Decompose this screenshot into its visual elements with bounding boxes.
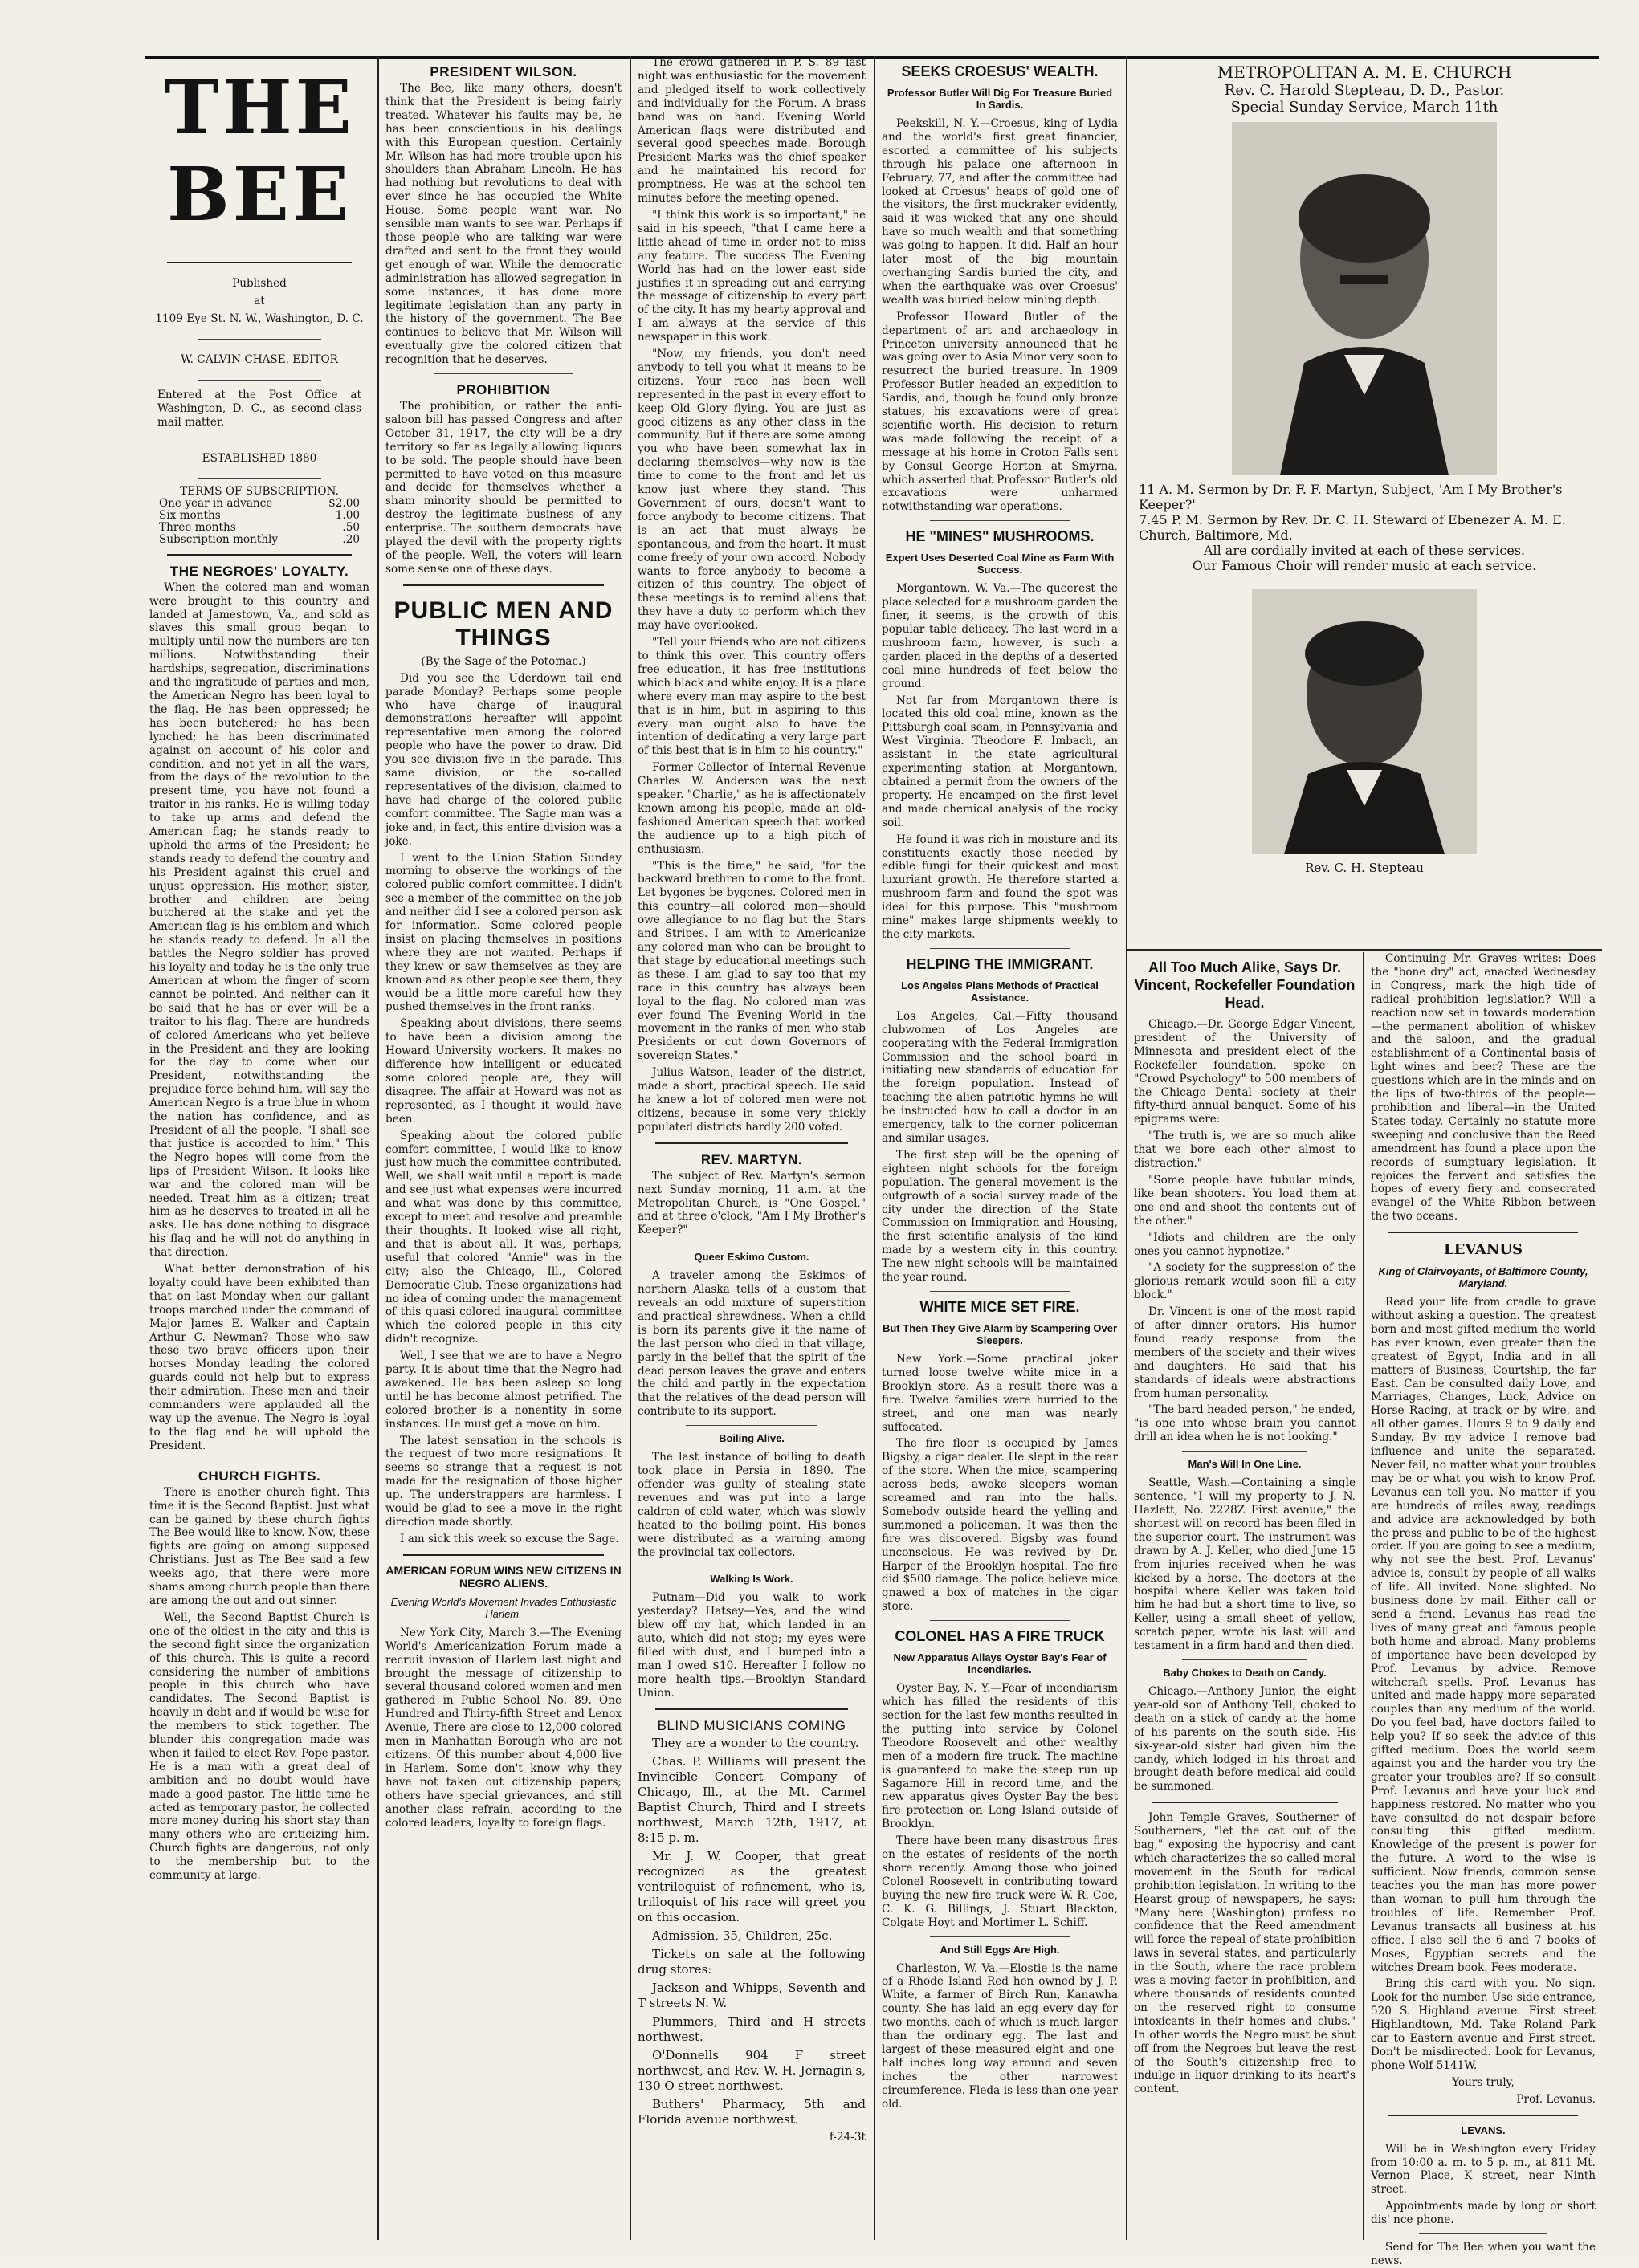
article-forum-body: New York City, March 3.—The Evening World's Americanization Forum made a recruit invasion of Harlem last night and brought the message of citizenship to several thousand colored women and men gathered in Public School No. 89. One Hundred and Thirty-fifth Street and Lenox Avenue, There are close to 12,000 colored men in Manhattan Borough who are not citizens. Of this number about 4,000 live in Harlem. Some don't know why they have not taken out citizenship papers; others have special grievances, and still another class refrain, according to the colored leaders, loyalty to foreign flags.	[385, 1626, 622, 1830]
article-levans-body2: Appointments made by long or short dis' nce phone.	[1371, 2200, 1596, 2227]
divider	[198, 380, 321, 381]
subhead-levanus: King of Clairvoyants, of Baltimore County, Maryland.	[1378, 1265, 1588, 1290]
entered-notice: Entered at the Post Office at Washington, D. C., as second-class mail matter.	[157, 389, 361, 429]
footer-note: Send for The Bee when you want the news.	[1371, 2241, 1596, 2267]
publication-info	[149, 275, 369, 328]
subhead-mushrooms: Expert Uses Deserted Coal Mine as Farm With Success.	[885, 552, 1115, 576]
established: ESTABLISHED 1880	[202, 451, 317, 465]
subhead-immigrant: Los Angeles Plans Methods of Practical Assistance.	[901, 979, 1099, 1004]
headline-colonel: COLONEL HAS A FIRE TRUCK	[895, 1628, 1105, 1645]
section-rule	[1126, 949, 1602, 951]
blind-para: Jackson and Whipps, Seventh and T streets N. W.	[638, 1980, 866, 2010]
divider	[434, 373, 573, 374]
headline-wilson: PRESIDENT WILSON.	[430, 64, 577, 79]
headline-mushrooms: HE "MINES" MUSHROOMS.	[905, 528, 1095, 545]
sermon-1: 11 A. M. Sermon by Dr. F. F. Martyn, Subject, 'Am I My Brother's Keeper?'	[1139, 482, 1563, 512]
church-title: METROPOLITAN A. M. E. CHURCH	[1217, 63, 1512, 82]
article-colonel-body: Oyster Bay, N. Y.—Fear of incendiarism which has filled the residents of this section for the last few months resulted in the putting into service by Colonel Theodore Roosevelt and other wealthy men of a modern fire truck. The machine is guaranteed to make the steep run up Sagamore Hill in record time, and the new apparatus gives Oyster Bay the best fire protection on Long Island outside of Brooklyn.	[882, 1682, 1118, 1831]
column-4	[875, 56, 1124, 2240]
blind-para: Admission, 35, Children, 25c.	[652, 1928, 833, 1943]
public-men-para: Speaking about divisions, there seems to have been a division among the Howard University workers. It makes no difference how intelligent or educated some colored people are, they will disagree. The affair at Howard was not as represented, as I thought it would have been.	[385, 1017, 622, 1126]
article-mice-body2: The fire floor is occupied by James Bigsby, a cigar dealer. He slept in the rear of the store. When the mice, scampering across beds, awoke sleepers woman screamed and ran into the halls. Somebody outside heard the yelling and summoned a policeman. It was then the fire was discovered. Bigsby was found unconscious. He was revived by Dr. Harper of the Brooklyn hospital. The fire did $500 damage. The police believe mice gnawed a box of matches in the cigar store.	[882, 1437, 1118, 1614]
article-eggs-body: Charleston, W. Va.—Elostie is the name of a Rhode Island Red hen owned by J. P. White, a farmer of Birch Run, Kanawha county. She has laid an egg every day for two months, each of which is much larger than the ordinary egg. The last and largest of these measured eight and one-half inches long way around and seven inches the other narrowest circumference. Fleda is less than one year old.	[882, 1961, 1118, 2111]
blind-para: Plummers, Third and H streets northwest.	[638, 2014, 866, 2044]
vincent-para: Chicago.—Dr. George Edgar Vincent, president of the University of Minnesota and president elect of the Rockefeller foundation, spoke on "Crowd Psychology" to 500 members of the Chicago Dental society at their fifty-third annual banquet. Some of his epigrams were:	[1134, 1018, 1356, 1126]
subhead-colonel: New Apparatus Allays Oyster Bay's Fear of Incendiaries.	[893, 1651, 1107, 1676]
article-mushrooms-body3: He found it was rich in moisture and its constituents exactly those needed by edible fungi for their quickest and most luxuriant growth. He therefore started a mushroom farm and found the spot was ideal for this purpose. This "mushroom mine" makes large shipments weekly to the city markets.	[882, 833, 1118, 941]
article-prohibition-body: The prohibition, or rather the anti-saloon bill has passed Congress and after October 31, 1917, the city will be a dry territory so far as legally allowing liquors to be sold. The people should have been permitted to have voted on this measure and decide for themselves whether a sham minority should be permitted to destroy the legitimate business of any enterprise. The southern democrats have played the devil with the property rights of the people. Well, the voters will learn some sense one of these days.	[385, 400, 622, 576]
divider	[655, 1708, 848, 1710]
article-croesus-body: Peekskill, N. Y.—Croesus, king of Lydia and the world's first great financier, escorted a committee of his subjects through his palace one afternoon in February, 77, and after the committee had looked at Croesus' heaps of gold one of the visitors, the first muckraker evidently, said it was wicked that any one should have so much wealth and that something was going to happen. It did. Half an hour later most of the big mountain overhanging Sardis buried the city, and when the earthquake was over Croesus' wealth was buried below mining depth.	[882, 117, 1118, 307]
headline-eskimo: Queer Eskimo Custom.	[694, 1251, 809, 1264]
divider	[930, 1620, 1070, 1621]
divider	[1388, 2115, 1578, 2116]
address: 1109 Eye St. N. W., Washington, D. C.	[155, 312, 364, 325]
divider	[198, 478, 321, 479]
portrait-photo	[1232, 122, 1497, 475]
headline-immigrant: HELPING THE IMMIGRANT.	[906, 955, 1094, 972]
divider	[1182, 1451, 1307, 1452]
article-wilson-body: The Bee, like many others, doesn't think that the President is being fairly treated. Whatever his faults may be, he has been conscientious in his dealings with this European question. Certainly Mr. Wilson has had more trouble upon his shoulders than Abraham Lincoln. He has had nothing but revolutions to deal with ever since he has occupied the White House. Some people want war. No sensible man wants to see war. Perhaps if those people who are talking war were drafted and sent to the front they would get enough of war. While the democratic administration has allowed segregation in some instances, it has done more legitimate legislation than any party in the history of the government. The Bee continues to believe that Mr. Wilson will eventually give the colored citizen that recognition that he deserves.	[385, 82, 622, 367]
church-choir: Our Famous Choir will render music at each service.	[1192, 558, 1537, 573]
headline-eggs: And Still Eggs Are High.	[940, 1943, 1060, 1956]
blind-para: They are a wonder to the country.	[652, 1735, 859, 1750]
terms-row: Six months 1.00	[159, 508, 360, 522]
article-martyn-body: The subject of Rev. Martyn's sermon next Sunday morning, 11 a.m. at the Metropolitan Church, is "One Gospel," and at three o'clock, "Am I My Brother's Keeper?"	[638, 1169, 866, 1237]
headline-loyalty: THE NEGROES' LOYALTY.	[169, 563, 349, 579]
divider	[403, 584, 604, 586]
headline-mice: WHITE MICE SET FIRE.	[919, 1298, 1080, 1315]
public-men-para: Well, I see that we are to have a Negro party. It is about time that the Negro had awakened. He has been asleep so long until he has become almost petrified. The colored brother is a nonentity in some instances. He must get a move on him.	[385, 1350, 622, 1431]
byline: (By the Sage of the Potomac.)	[421, 654, 586, 668]
article-colonel-body2: There have been many disastrous fires on the estates of residents of the north shore recently. Among those who joined Colonel Roosevelt in contributing toward buying the new fire truck were W. R. Coe, C. K. G. Billings, J. Stuart Blackton, Colgate Hoyt and Mortimer L. Schiff.	[882, 1834, 1118, 1929]
blind-para: Chas. P. Williams will present the Invincible Concert Company of Chicago, Ill., at the Mt. Carmel Baptist Church, Third and I streets northwest, March 12th, 1917, at 8:15 p. m.	[638, 1753, 866, 1845]
column-5	[1127, 952, 1362, 2240]
public-men-para: Speaking about the colored public comfort committee, I would like to know just how much the committee contributed. Well, we shall wait until a report is made and see just what expenses were incurred and what was done by this committee, except to meet and resolve and preamble their thoughts. It looked wise all right, and that is about all. It was, perhaps, useful that colored "Annie" was in the city; also the Chicago, Ill., Colored Democratic Club. These organizations had no idea of coming under the management of this quasi colored inaugural committee which the colored people in this city didn't recognize.	[385, 1129, 622, 1346]
headline-vincent: All Too Much Alike, Says Dr. Vincent, Rockefeller Foundation Head.	[1134, 959, 1356, 1011]
article-mushrooms-body2: Not far from Morgantown there is located this old coal mine, known as the Pittsburgh coal seam, in Pennsylvania and West Virginia. Theodore F. Imbach, an assistant in the state agricultural experimenting station at Morgantown, obtained a permit from the owners of the property. He encamped on the first level and made chemical analysis of the rocky soil.	[882, 694, 1118, 829]
headline-levanus: LEVANUS	[1443, 1241, 1523, 1259]
metropolitan-block	[1127, 56, 1601, 947]
article-levans-body: Will be in Washington every Friday from 10:00 a. m. to 5 p. m., at 811 Mt. Vernon Place, K street, near Ninth street.	[1371, 2142, 1596, 2197]
article-loyalty-body: When the colored man and woman were brought to this country and landed at Jamestown, Va., and sold as slaves this small group began to multiply until now the numbers are ten millions. Notwithstanding their hardships, segregation, discriminations and the ingratitude of parties and men, the American Negro has been loyal to the flag. He has been oppressed; he has been butchered; he has been lynched; he has been discriminated against on account of his color and condition, and not yet in all the wars, from the days of the revolution to the present time, you have not found a traitor in his ranks. He is willing today to take up arms and defend the American flag; he stands ready to uphold the arms of the President; he stands ready to defend the country and his President against this cruel and unjust oppression. His mother, sister, brother and children are being butchered at the stake and yet the American flag is his emblem and which he stands ready to defend. In all the battles the Negro soldier has proved his loyalty and today he is the only true American at whom the finger of scorn cannot be pointed. And neither can it be said that he has or ever will be a traitor to his flag. There are hundreds of colored Americans who yet believe in the President and they are looking for the day to come when our President, notwithstanding the prejudice force behind him, will say the American Negro is a true blue in whom the nation has confidence, and as President of all the people, "I shall see that justice is accorded to him." This the Negro hopes will come from the lips of President Wilson. It looks like war and the colored man will be needed. Treat him as a citizen; treat him as he deserves to treated in all he asks. He has done nothing to disgrace his flag and he will not do anything in that direction.	[149, 580, 369, 1260]
article-levanus-body: Read your life from cradle to grave without asking a question. The greatest born and most gifted medium the world has ever known, even greater than the greatest of Egypt, India and in all matters of Business, Courtship, the far East. Can be consulted daily Love, and Marriages, Changes, Luck, Advice on Horse Racing, at track or by wire, and all other games. Hours 9 to 9 daily and Sunday. By my advice I remove bad influence and unite the separated. Never fail, no matter what your troubles may be or what you wish to know Prof. Levanus can tell you. No matter if you are hundreds of miles away, readings and advice are acknowledged by both the press and public to be of the highest order. If you are going to see a medium, why not see the best. Prof. Levanus' advice is, consult by people of all walks of life. All invited. None slighted. No business done by mail. Either call or send a friend. Levanus has read the lives of many great and famous people both home and abroad. Many problems of importance have been developed by Prof. Levanus by advice. Remove witchcraft spells. Prof. Levanus has united and made happy more separated couples than any medium of the world. Do you feel bad, have doctors failed to help you? If so seek the advice of this gifted medium. Does the world seem against you and the harder you try the greater your troubles are? If so consult Prof. Levanus and have your luck and happiness restored. No matter who you have consulted do not despair before consulting this gifted medium. Knowledge of the present is power for the future. A word to the wise is sufficient. Now friends, common sense teaches you the man has more power than woman to pull him through the troubles of life. Remember Prof. Levanus transacts all business at his office. I also sell the 6 and 7 books of Moses, Egyptian secrets and the witches Dream book. Fees moderate.	[1371, 1296, 1596, 1974]
headline-public-men: PUBLIC MEN AND THINGS	[393, 597, 614, 651]
forum-para: "Tell your friends who are not citizens to think this over. This country offers free education, it has free institutions which black and white enjoy. It is a place where every man may aspire to the best that is in him, but in aspiring to this every man ought also to have the intention of dedicating a very large part of this best that is in him to his country."	[638, 636, 866, 758]
terms-title: TERMS OF SUBSCRIPTION.	[180, 484, 339, 498]
levanus-sign-1: Yours truly,	[1452, 2075, 1515, 2089]
vincent-para: "Idiots and children are the only ones you cannot hypnotize."	[1134, 1231, 1356, 1258]
divider	[686, 1425, 817, 1426]
article-baby-body: Chicago.—Anthony Junior, the eight year-old son of Anthony Tell, choked to death on a stick of candy at the home of his parents on the south side. His six-year-old sister had given him the candy, which lodged in his throat and brought death before medical aid could be summoned.	[1134, 1684, 1356, 1794]
vincent-para: Dr. Vincent is one of the most rapid of after dinner orators. His humor found ready response from the members of the society and their wives and daughters. He said that his standards of ideals were abstractions from human personality.	[1134, 1305, 1356, 1400]
subhead-mice: But Then They Give Alarm by Scampering Over Sleepers.	[882, 1321, 1118, 1346]
divider	[167, 554, 352, 556]
divider	[930, 1291, 1070, 1292]
vincent-para: "Some people have tubular minds, like bean shooters. You load them at one end and shoot the contents out of the other."	[1134, 1173, 1356, 1228]
ad-mark: f-24-3t	[829, 2130, 866, 2144]
forum-para: "Now, my friends, you don't need anybody to tell you what it means to be citizens. Your race has been well represented in the past in every effort to keep Old Glory flying. You are just as good citizens as any other class in the community. But if there are some among you who have been somewhat lax in declaring themselves—why now is the time to come to the front and let us know just where they stand. This Government of ours, doesn't want to force anybody to become citizens. That is an act that must always be spontaneous, and from the heart. It must come freely of your own accord. Nobody wants to force anybody to become a citizen of this country. The object of these meetings is to remind aliens that they have a duty to perform which they may have overlooked.	[638, 348, 866, 633]
article-mushrooms-body: Morgantown, W. Va.—The queerest the place selected for a mushroom garden the finer, it seems, is the growth of this popular table delicacy. The last word in a mushroom farm, however, is such a garden placed in the depths of a deserted coal mine hundreds of feet below the ground.	[882, 582, 1118, 690]
divider	[930, 1936, 1070, 1937]
subhead-forum: Evening World's Movement Invades Enthusiastic Harlem.	[390, 1595, 617, 1620]
headline-baby: Baby Chokes to Death on Candy.	[1163, 1666, 1327, 1679]
article-church-body2: Well, the Second Baptist Church is one of the oldest in the city and this is the second fight since the organization of this church. This is quite a record considering the number of ambitions people in this church who have candidates. The Second Baptist is heavily in debt and if would be wise for the members to stick together. The blunder this congregation made was when it failed to elect Rev. Pope pastor. He is a man with a great deal of ambition and no doubt would have made a good pastor. The little time he acted as temporary pastor, he collected more money during his short stay than many others who are criticizing him. Church fights are dangerous, not only to the membership but to the community at large.	[149, 1610, 369, 1883]
church-pastor: Rev. C. Harold Stepteau, D. D., Pastor.	[1224, 82, 1505, 99]
at-label: at	[254, 295, 265, 307]
article-graves-body: John Temple Graves, Southerner of Southerners, "let the cat out of the bag," exposing the hypocrisy and cant which characterizes the so-called moral movement in the South for radical prohibition legislation. In writing to the Hearst group of newspapers, he says: "Many here (Washington) profess no confidence that the Reed amendment will force the repeal of state prohibition laws in several states, and particularly in the South, where the race problem was a moving factor in prohibition, and where thousands of residents counted on the reserved right to consume intoxicants in their homes and clubs." In other words the Negro must be shut off from the Negroes but leave the rest of the South's citizenship free to indulge in liquor drinking to its heart's content.	[1134, 1811, 1356, 2096]
public-men-para: I went to the Union Station Sunday morning to observe the workings of the colored public comfort committee. I didn't see a member of the committee on the job and neither did I see a colored person ask for information. Some colored people insist on placing themselves in positions where they are not wanted. Perhaps if they knew or saw themselves as they are known and as other people see them, they would be a little more careful how they pushed themselves in the front ranks.	[385, 851, 622, 1014]
headline-blind: BLIND MUSICIANS COMING	[657, 1717, 846, 1733]
vincent-para: "The truth is, we are so much alike that we bore each other almost to distraction."	[1134, 1130, 1356, 1171]
headline-forum: AMERICAN FORUM WINS NEW CITIZENS IN NEGRO ALIENS.	[385, 1563, 622, 1590]
portrait-image	[1232, 122, 1497, 475]
terms-row: Subscription monthly .20	[159, 532, 360, 546]
divider	[1419, 2233, 1547, 2234]
public-men-para: Did you see the Uderdown tail end parade Monday? Perhaps some people who have charge of inaugural demonstrations hereafter will appoint representative men among the colored people who have the power to draw. Did you see division five in the parade. This same division, or the so-called representatives of the division, claimed to have had charge of the colored public comfort committee. The Sagie man was a joke and, in fact, this entire division was a joke.	[385, 671, 622, 848]
divider	[1388, 1232, 1578, 1233]
vincent-para: "A society for the suppression of the glorious remark would soon fill a city block."	[1134, 1261, 1356, 1302]
blind-para: Tickets on sale at the following drug stores:	[638, 1946, 866, 1977]
public-men-para: I am sick this week so excuse the Sage.	[400, 1532, 619, 1545]
church-invite: All are cordially invited at each of these services.	[1203, 543, 1526, 558]
forum-para: Julius Watson, leader of the district, made a short, practical speech. He said he knew a lot of colored men were not citizens, because in some very thickly populated districts hardly 200 voted.	[638, 1066, 866, 1134]
headline-croesus: SEEKS CROESUS' WEALTH.	[901, 63, 1099, 79]
blind-para: Mr. J. W. Cooper, that great recognized as the greatest ventriloquist of refinement, who is, trilloquist of his race will greet you on this occasion.	[638, 1848, 866, 1924]
article-walking-body: Putnam—Did you walk to work yesterday? Hatsey—Yes, and the wind blew off my hat, which landed in an auto, which did not stop; my eyes were filled with dust, and I bumped into a man I owed $10. Hereafter I follow no more health tips.—Brooklyn Standard Union.	[638, 1591, 866, 1700]
divider	[1152, 1802, 1338, 1803]
headline-levans: LEVANS.	[1461, 2123, 1506, 2136]
article-will-body: Seattle, Wash.—Containing a single sentence, "I will my property to J. N. Hazlett, No. 2228Z First avenue," the shortest will on record has been filed in the superior court. The instrument was drawn by A. J. Keller, who died June 15 from injuries received when he was kicked by a horse. The doctors at the hospital where Keller was taken told him he had but a short time to live, so Keller, using a small sheet of yellow, scratch paper, wrote his last will and testament in a firm hand and then died.	[1134, 1476, 1356, 1653]
divider	[1182, 1659, 1307, 1660]
forum-para: The crowd gathered in P. S. 89 last night was enthusiastic for the movement and pledged itself to work collectively and individually for the Forum. A brass band was on hand. Evening World American flags were distributed and several good speeches made. Borough President Marks was the chief speaker and he maintained his record for promptness. He was at the school ten minutes before the meeting opened.	[638, 56, 866, 206]
article-eskimo-body: A traveler among the Eskimos of northern Alaska tells of a custom that reveals an odd mixture of superstition and practical shrewdness. When a child is born its parents give it the name of the last person who died in that village, partly in the belief that the spirit of the dead person leaves the grave and enters the child and partly in the expectation that the relatives of the dead person will contribute to its support.	[638, 1269, 866, 1419]
divider	[655, 1142, 848, 1144]
article-boiling-body: The last instance of boiling to death took place in Persia in 1890. The offender was guilty of stealing state revenues and was put into a large caldron of cold water, which was slowly heated to the boiling point. His bones were distributed as a warning among the provincial tax collectors.	[638, 1451, 866, 1559]
article-immigrant-body2: The first step will be the opening of eighteen night schools for the foreign population. The general movement is the outgrowth of a social survey made of the city under the direction of the State Commission on Immigration and Housing, the first scientific analysis of the kind made by a western city in this country. The new night schools will be maintained the year round.	[882, 1148, 1118, 1285]
headline-boiling: Boiling Alive.	[719, 1432, 785, 1445]
subhead-croesus: Professor Butler Will Dig For Treasure Buried In Sardis.	[887, 87, 1113, 111]
church-special: Special Sunday Service, March 11th	[1230, 99, 1498, 116]
levanus-sign-2: Prof. Levanus.	[1516, 2092, 1596, 2106]
article-graves-body2: Continuing Mr. Graves writes: Does the "bone dry" act, enacted Wednesday in Congress, mark the high tide of radical prohibition legislation? Will a reaction now set in towards moderation—the permanent abolition of whiskey and the saloon, and the gradual establishment of a Continental basis of light wines and beer? These are the questions which are in the minds and on the lips of two-thirds of the people—prohibition and liberal—in the United States today. Certainly no statute more sweeping and conclusive than the Reed amendment has found a place upon the records of sumptuary legislation. It rejoices the fervent and satisfies the hopes of every fiery and consecrated evangel of the White Ribbon between the two oceans.	[1371, 952, 1596, 1224]
forum-para: "I think this work is so important," he said in his speech, "that I came here a little ahead of time in order not to miss any feature. The success The Evening World has had on the lower east side justifies it in spreading out and carrying the message of citizenship to every part of the city. It has my hearty approval and I am always at the service of this newspaper in this work.	[638, 208, 866, 344]
masthead-title: THE BEE	[164, 64, 355, 238]
terms-row: One year in advance $2.00	[159, 496, 360, 510]
published-label: Published	[232, 277, 287, 290]
editor-name: W. CALVIN CHASE, EDITOR	[181, 353, 338, 366]
article-church-body: There is another church fight. This time it is the Second Baptist. Just what can be gained by these church fights The Bee would like to know. Now, these fights are going on among supposed Christians. Just as The Bee said a few weeks ago, that there were more shams among church people than there are among the out and out sinner.	[149, 1485, 369, 1607]
divider	[198, 339, 321, 340]
headline-will: Man's Will In One Line.	[1188, 1458, 1302, 1471]
divider	[403, 1554, 604, 1556]
headline-martyn: REV. MARTYN.	[700, 1151, 803, 1167]
column-1	[143, 56, 376, 2240]
article-immigrant-body: Los Angeles, Cal.—Fifty thousand clubwomen of Los Angeles are cooperating with the Federal Immigration Commission and the school board in initiating new standards of education for the foreign population. Instead of teaching the alien patriotic hymns he will be instructed how to call a doctor in an emergency, talk to the corner policeman and similar usages.	[882, 1009, 1118, 1145]
forum-para: "This is the time," he said, "for the backward brethren to come to the front. Let bygones be bygones. Colored men in this country—all colored men—should owe allegiance to no flag but the Stars and Stripes. I am with to Americanize any colored man who can be brought to that stage by educational meetings such as these. I am glad to say too that my race in this country has always been loyal to the flag. No colored man was ever found The Evening World in the movement in the ranks of men who stab Presidents or cut down Governors of sovereign States."	[638, 859, 866, 1063]
headline-church: CHURCH FIGHTS.	[198, 1468, 321, 1484]
terms-row: Three months .50	[159, 520, 360, 534]
public-men-para: The latest sensation in the schools is the request of two more resignations. It seems so strange that a request is not made for the resignation of those higher up. The understrappers are harmless. I would be glad to see a move in the right direction made shortly.	[385, 1434, 622, 1529]
column-6	[1364, 952, 1602, 2267]
portrait-caption: Rev. C. H. Stepteau	[1305, 861, 1424, 875]
headline-prohibition: PROHIBITION	[456, 382, 551, 398]
divider	[167, 262, 352, 263]
subscription-terms	[159, 486, 360, 546]
divider	[930, 948, 1070, 949]
vincent-para: "The bard headed person," he ended, "is one into whose brain you cannot drill an idea when he is not looking."	[1134, 1403, 1356, 1444]
divider	[930, 520, 1070, 521]
portrait-image-2	[1252, 589, 1477, 854]
column-2	[379, 56, 628, 2240]
headline-walking: Walking Is Work.	[710, 1573, 793, 1586]
article-loyalty-body2: What better demonstration of his loyalty could have been exhibited than that on last Monday when our gallant troops marched under the command of Major James E. Walker and Captain Arthur C. Newman? Those who saw these two brave officers upon their horses Monday leading the colored guards could not help but to express their admiration. These men and their commanders were applauded all the way up the avenue. The Negro is loyal to the flag and he will uphold the President.	[149, 1263, 369, 1452]
blind-para: Buthers' Pharmacy, 5th and Florida avenue northwest.	[638, 2096, 866, 2127]
article-levanus-body2: Bring this card with you. No sign. Look for the number. Use side entrance, 520 S. Highland avenue. First street Highlandtown, Md. Take Roland Park car to Eastern avenue and First street. Don't be misdirected. Look for Levanus, phone Wolf 5141W.	[1371, 1977, 1596, 2072]
sermon-2: 7.45 P. M. Sermon by Rev. Dr. C. H. Steward of Ebenezer A. M. E. Church, Baltimore, Md.	[1139, 512, 1566, 543]
article-croesus-body2: Professor Howard Butler of the department of art and archaeology in Princeton university announced that he was going over to Asia Minor very soon to resurrect the buried treasure. In 1909 Professor Butler headed an expedition to Sardis, and, though he found only bronze statues, his excavations were of great scientific worth. His decision to return was made following the receipt of a message at his home in Croton Falls sent by Consul George Horton at Smyrna, which asserted that Professor Butler's old excavations were unharmed notwithstanding war operations.	[882, 310, 1118, 514]
forum-para: Former Collector of Internal Revenue Charles W. Anderson was the next speaker. "Charlie," as he is affectionately known among his people, made an old-fashioned American speech that worked the audience up to a high pitch of enthusiasm.	[638, 761, 866, 856]
column-3	[631, 56, 872, 2240]
blind-para: O'Donnells 904 F street northwest, and Rev. W. H. Jernagin's, 130 O street northwest.	[638, 2047, 866, 2093]
portrait-photo-2	[1252, 589, 1477, 854]
article-mice-body: New York.—Some practical joker turned loose twelve white mice in a Brooklyn store. As a result there was a fire. Twelve families were hurried to the street, and one man was nearly suffocated.	[882, 1352, 1118, 1434]
